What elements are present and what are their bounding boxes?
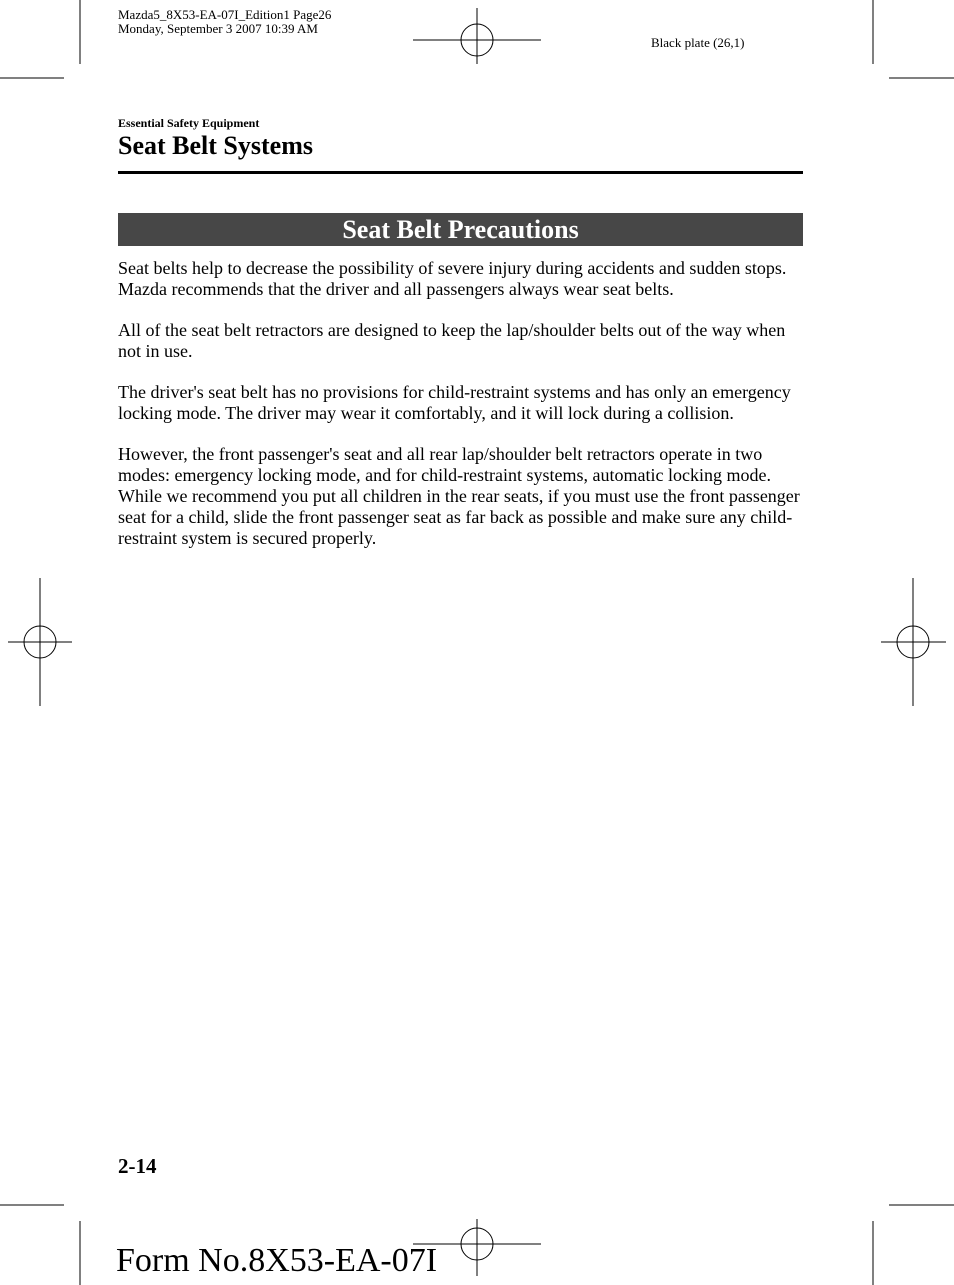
paragraph: Seat belts help to decrease the possibility of severe injury during accidents and sudden stops. Mazda recommends that the driver and all passengers always wear seat belts. (118, 258, 787, 299)
section-label: Essential Safety Equipment (118, 116, 260, 130)
title-rule (118, 171, 803, 174)
print-timestamp: Monday, September 3 2007 10:39 AM (118, 21, 318, 36)
registration-target-right (881, 578, 946, 706)
body-text (118, 258, 803, 569)
paragraph: The driver's seat belt has no provisions for child-restraint systems and has only an emergency locking mode. The driver may wear it comfortably, and it will lock during a collision. (118, 382, 791, 423)
paragraph: However, the front passenger's seat and all rear lap/shoulder belt retractors operate in two modes: emergency locking mode, and for child-restraint systems, automatic locking mode. While we recommend you put all children in the rear seats, if you must use the front passenger seat for a child, slide the front passenger seat as far back as possible and make sure any child-restraint system is secured properly. (118, 444, 800, 548)
section-banner: Seat Belt Precautions (118, 213, 803, 246)
form-number: Form No.8X53-EA-07I (116, 1242, 438, 1279)
print-file-info: Mazda5_8X53-EA-07I_Edition1 Page26 (118, 7, 332, 22)
plate-label: Black plate (26,1) (651, 35, 745, 50)
chapter-title: Seat Belt Systems (118, 131, 313, 160)
registration-target-top (413, 8, 541, 64)
print-metadata (118, 8, 331, 36)
page-number: 2-14 (118, 1154, 157, 1178)
paragraph: All of the seat belt retractors are designed to keep the lap/shoulder belts out of the way when not in use. (118, 320, 786, 361)
registration-target-left (8, 578, 72, 706)
